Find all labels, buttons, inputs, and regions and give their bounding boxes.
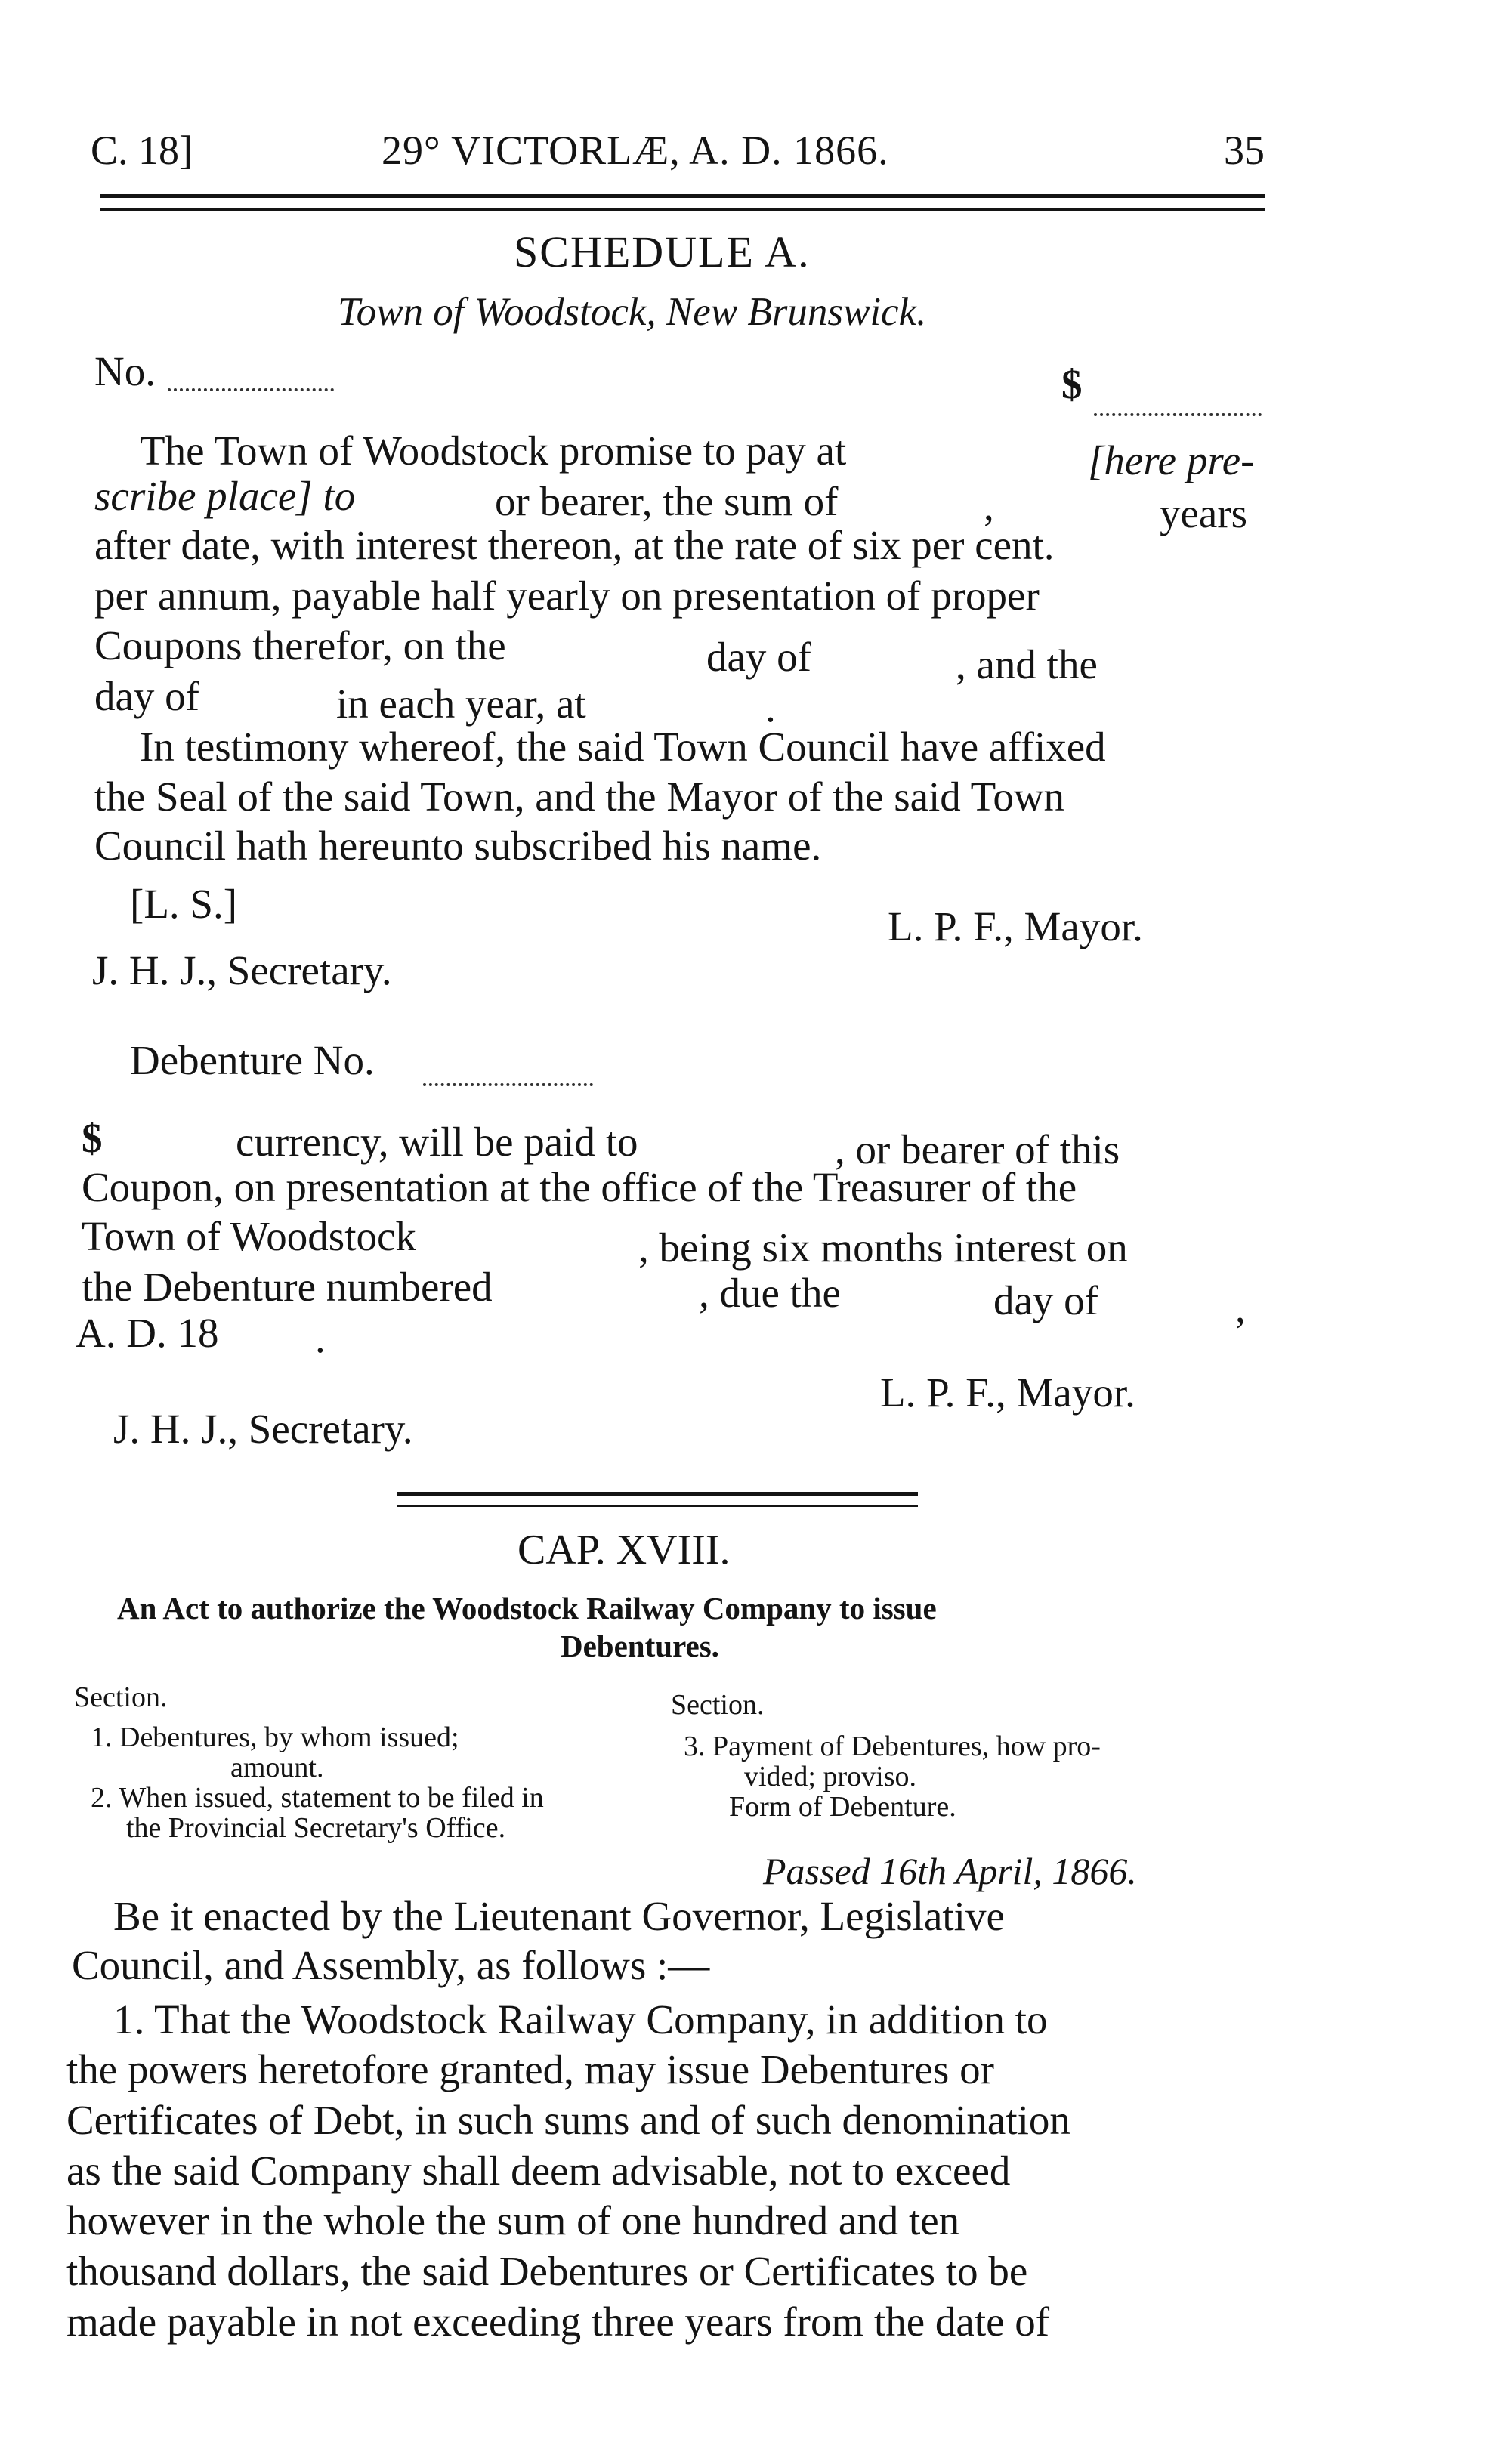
section-label-left: Section. xyxy=(74,1681,168,1713)
schedule-line: scribe place] to xyxy=(94,473,356,519)
schedule-line: per annum, payable half yearly on presentation of proper xyxy=(94,573,1040,619)
section1-line: Certificates of Debt, in such sums and of such denomination xyxy=(66,2097,1070,2143)
header-rule-top xyxy=(100,194,1265,198)
passed-date: Passed 16th April, 1866. xyxy=(763,1850,1137,1892)
enactment-line: Council, and Assembly, as follows :— xyxy=(72,1942,710,1988)
debenture-number-blank xyxy=(423,1082,593,1086)
schedule-line: Council hath hereunto subscribed his name. xyxy=(94,823,822,869)
schedule-line: or bearer, the sum of xyxy=(495,478,839,524)
amount-dollar-sign: $ xyxy=(1061,361,1083,407)
schedule-line: day of xyxy=(706,634,811,680)
secretary-signature: J. H. J., Secretary. xyxy=(92,947,392,993)
section-label-right: Section. xyxy=(671,1689,765,1721)
coupon-line: Coupon, on presentation at the office of the Treasurer of the xyxy=(82,1164,1077,1210)
amount-blank xyxy=(1094,412,1262,416)
section1-line: the powers heretofore granted, may issue Debentures or xyxy=(66,2046,994,2092)
number-label: No. xyxy=(94,348,156,394)
section-item-right: vided; proviso. xyxy=(744,1761,916,1792)
schedule-line: , xyxy=(984,483,994,529)
coupon-line: , being six months interest on xyxy=(638,1224,1128,1271)
coupon-line: Town of Woodstock xyxy=(82,1213,416,1259)
schedule-subheading: Town of Woodstock, New Brunswick. xyxy=(338,290,927,334)
schedule-line: years xyxy=(1160,490,1248,536)
chapter-label: C. 18] xyxy=(91,128,193,173)
section-item-right: Form of Debenture. xyxy=(729,1791,956,1823)
section-rule-top xyxy=(397,1492,918,1496)
section1-line: however in the whole the sum of one hundred and ten xyxy=(66,2197,960,2243)
coupon-line: $ xyxy=(82,1115,103,1161)
coupon-mayor-signature: L. P. F., Mayor. xyxy=(880,1369,1135,1416)
header-rule-bottom xyxy=(100,208,1265,211)
schedule-heading: SCHEDULE A. xyxy=(514,227,811,276)
section-item-left: 1. Debentures, by whom issued; xyxy=(91,1721,459,1753)
schedule-line: The Town of Woodstock promise to pay at xyxy=(140,428,847,474)
act-title-line2: Debentures. xyxy=(561,1629,719,1663)
schedule-line: Coupons therefor, on the xyxy=(94,622,506,668)
schedule-line: , and the xyxy=(956,641,1098,687)
debenture-number-label: Debenture No. xyxy=(130,1037,375,1083)
section1-line: as the said Company shall deem advisable, not to exceed xyxy=(66,2148,1011,2194)
section1-line: 1. That the Woodstock Railway Company, in addition to xyxy=(113,1996,1048,2043)
running-title: 29° VICTORLÆ, A. D. 1866. xyxy=(382,128,889,173)
coupon-line: the Debenture numbered xyxy=(82,1264,493,1310)
coupon-line: . xyxy=(315,1315,326,1361)
section-rule-bottom xyxy=(397,1505,918,1507)
section1-line: thousand dollars, the said Debentures or Certificates to be xyxy=(66,2248,1028,2294)
section1-line: made payable in not exceeding three years from the date of xyxy=(66,2299,1050,2345)
cap-heading: CAP. XVIII. xyxy=(517,1527,731,1573)
schedule-line: the Seal of the said Town, and the Mayor of the said Town xyxy=(94,773,1065,820)
section-item-left: the Provincial Secretary's Office. xyxy=(126,1812,506,1844)
coupon-secretary-signature: J. H. J., Secretary. xyxy=(113,1406,413,1452)
schedule-line: in each year, at xyxy=(336,681,586,727)
section-item-left: 2. When issued, statement to be filed in xyxy=(91,1782,544,1814)
section-item-left: amount. xyxy=(230,1752,324,1783)
coupon-line: day of xyxy=(993,1277,1098,1323)
schedule-line: [here pre- xyxy=(1088,437,1255,483)
enactment-line: Be it enacted by the Lieutenant Governor, Legislative xyxy=(113,1893,1005,1939)
coupon-line: , due the xyxy=(699,1270,841,1316)
number-blank xyxy=(168,387,334,391)
seal-label: [L. S.] xyxy=(130,881,238,927)
schedule-line: day of xyxy=(94,673,199,719)
section-item-right: 3. Payment of Debentures, how pro- xyxy=(684,1731,1101,1762)
coupon-line: A. D. 18 xyxy=(76,1310,219,1356)
coupon-line: currency, will be paid to xyxy=(236,1119,638,1165)
schedule-line: . xyxy=(765,684,776,730)
schedule-line: In testimony whereof, the said Town Council have affixed xyxy=(140,724,1106,770)
act-title-line1: An Act to authorize the Woodstock Railway Company to issue xyxy=(117,1591,937,1626)
coupon-line: , or bearer of this xyxy=(835,1126,1120,1172)
mayor-signature: L. P. F., Mayor. xyxy=(888,903,1143,949)
schedule-line: after date, with interest thereon, at the rate of six per cent. xyxy=(94,522,1055,568)
coupon-line: , xyxy=(1235,1285,1246,1331)
page-number: 35 xyxy=(1224,128,1265,173)
